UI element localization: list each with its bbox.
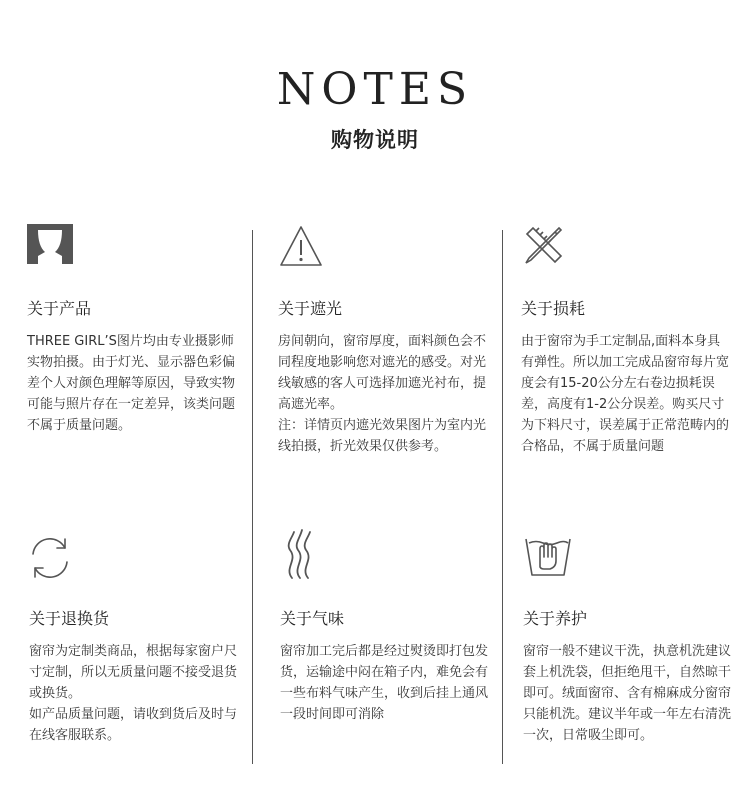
exchange-icon	[27, 536, 73, 584]
divider-2	[502, 230, 503, 764]
heading-blackout: 关于遮光	[278, 299, 343, 318]
text-return-p1: 窗帘为定制类商品，根据每家窗户尺寸定制，所以无质量问题不接受退货或换货。	[29, 644, 238, 701]
text-blackout	[278, 331, 496, 457]
page-subtitle: 购物说明	[331, 128, 419, 152]
handwash-icon	[524, 535, 572, 581]
text-return-p2: 如产品质量问题，请收到货后及时与在线客服联系。	[29, 707, 238, 743]
warning-icon	[279, 225, 323, 271]
odor-icon	[282, 528, 318, 584]
text-loss	[521, 331, 733, 457]
heading-product: 关于产品	[27, 299, 92, 318]
divider-1	[252, 230, 253, 764]
heading-return: 关于退换货	[29, 609, 110, 628]
text-product	[27, 331, 239, 436]
text-care-p1: 窗帘一般不建议干洗，执意机洗建议套上机洗袋，但拒绝甩干，自然晾干即可。绒面窗帘、含有棉麻成分窗帘只能机洗。建议半年或一年左右清洗一次，日常吸尘即可。	[523, 644, 732, 743]
text-blackout-p2: 注：详情页内遮光效果图片为室内光线拍摄，折光效果仅供参考。	[278, 418, 487, 454]
text-return	[29, 641, 241, 746]
heading-care: 关于养护	[523, 609, 588, 628]
ruler-pencil-icon	[523, 224, 565, 270]
text-care	[523, 641, 735, 746]
text-blackout-p1: 房间朝向，窗帘厚度，面料颜色会不同程度地影响您对遮光的感受。对光线敏感的客人可选择加遮光衬布，提高遮光率。	[278, 334, 487, 412]
text-odor-p1: 窗帘加工完后都是经过熨烫即打包发货，运输途中闷在箱子内，难免会有一些布料气味产生，收到后挂上通风一段时间即可消除	[280, 644, 489, 722]
text-product-p1: THREE GIRL’S图片均由专业摄影师实物拍摄。由于灯光、显示器色彩偏差个人对颜色理解等原因，导致实物可能与照片存在一定差异，该类问题不属于质量问题。	[27, 334, 236, 433]
curtain-icon	[27, 224, 73, 268]
page-title: NOTES	[276, 64, 474, 115]
text-odor	[280, 641, 492, 725]
heading-loss: 关于损耗	[521, 299, 586, 318]
heading-odor: 关于气味	[280, 609, 345, 628]
text-loss-p1: 由于窗帘为手工定制品,面料本身具有弹性。所以加工完成品窗帘每片宽度会有15-20公分左右卷边损耗误差，高度有1-2公分误差。购买尺寸为下料尺寸，误差属于正常范畴内的合格品，不属于质量问题	[521, 334, 730, 454]
